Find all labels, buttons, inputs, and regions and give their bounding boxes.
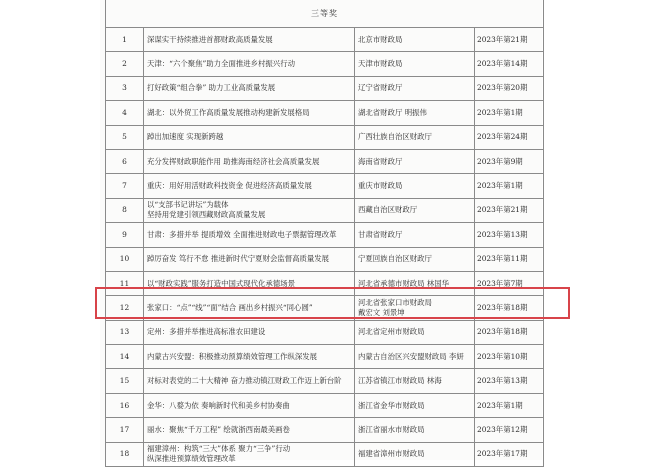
author-unit-cell (355, 271, 475, 295)
row-number: 6 (106, 149, 144, 173)
author-unit-line: 北京市财政局 (358, 34, 403, 44)
issue-number: 2023年第1期 (475, 101, 544, 125)
article-title-cell (144, 296, 355, 320)
article-title-cell (144, 369, 355, 393)
author-unit-line: 甘肃省财政厅 (358, 229, 403, 239)
table-row (106, 296, 544, 320)
author-unit-line: 河北省定州市财政局 (358, 327, 425, 337)
row-number: 11 (106, 271, 144, 295)
table-row (106, 271, 544, 295)
article-title-cell (144, 125, 355, 149)
article-title-cell (144, 52, 355, 76)
row-number: 8 (106, 198, 144, 222)
author-unit-line: 海南省财政厅 (358, 156, 403, 166)
table-row (106, 76, 544, 100)
author-unit-cell (355, 345, 475, 369)
author-unit-line: 戴宏文 刘景坤 (358, 307, 405, 317)
issue-number: 2023年第13期 (475, 369, 544, 393)
table-row (106, 393, 544, 417)
issue-number: 2023年第14期 (475, 52, 544, 76)
author-unit-cell (355, 393, 475, 417)
article-title-line: 踔出加速度 实现新跨越 (147, 132, 224, 142)
author-unit-cell (355, 247, 475, 271)
author-unit-line: 福建省漳州市财政局 (358, 449, 425, 459)
issue-number: 2023年第1期 (475, 174, 544, 198)
article-title-cell (144, 442, 355, 466)
article-title-cell (144, 320, 355, 344)
author-unit-line: 广西壮族自治区财政厅 (358, 132, 432, 142)
table-row (106, 345, 544, 369)
row-number: 12 (106, 296, 144, 320)
issue-number: 2023年第13期 (475, 223, 544, 247)
article-title-line: 坚持用党建引领西藏财政高质量发展 (147, 210, 266, 220)
table-row (106, 174, 544, 198)
article-title-line: 深谋实干持续推进首都财政高质量发展 (147, 34, 273, 44)
article-title-line: 充分发挥财政职能作用 助推海南经济社会高质量发展 (147, 156, 320, 166)
issue-number: 2023年第18期 (475, 320, 544, 344)
table-row (106, 149, 544, 173)
author-unit-line: 辽宁省财政厅 (358, 83, 403, 93)
article-title-line: 丽水：聚焦“千万工程” 绘就浙西南最美画卷 (147, 424, 290, 434)
row-number: 9 (106, 223, 144, 247)
row-number: 3 (106, 76, 144, 100)
article-title-line: 甘肃：多措并举 提质增效 全面推进财政电子票据管理改革 (147, 229, 337, 239)
issue-number: 2023年第7期 (475, 271, 544, 295)
article-title-line: 福建漳州：构筑“三大”体系 聚力“三争”行动 (147, 444, 291, 454)
section-title: 三等奖 (106, 0, 544, 28)
author-unit-cell (355, 198, 475, 222)
article-title-line: 张家口：“点”“线”“面”结合 画出乡村振兴“同心圆” (147, 302, 313, 312)
author-unit-cell (355, 442, 475, 466)
article-title-cell (144, 271, 355, 295)
article-title-line: 以“支部书记讲坛”为载体 (147, 200, 229, 210)
row-number: 16 (106, 393, 144, 417)
author-unit-line: 江苏省镇江市财政局 林海 (358, 376, 442, 386)
issue-number: 2023年第21期 (475, 28, 544, 52)
row-number: 10 (106, 247, 144, 271)
article-title-line: 重庆：用好用活财政科技资金 促进经济高质量发展 (147, 181, 312, 191)
table-row (106, 52, 544, 76)
article-title-cell (144, 28, 355, 52)
row-number: 15 (106, 369, 144, 393)
issue-number: 2023年第12期 (475, 418, 544, 442)
table-row (106, 223, 544, 247)
article-title-cell (144, 198, 355, 222)
article-title-line: 对标对表党的二十大精神 奋力推动镇江财政工作迈上新台阶 (147, 376, 342, 386)
author-unit-line: 湖北省财政厅 明振伟 (358, 107, 427, 117)
author-unit-cell (355, 369, 475, 393)
author-unit-cell (355, 28, 475, 52)
author-unit-cell (355, 101, 475, 125)
article-title-line: 打好政策“组合拳” 助力工业高质量发展 (147, 83, 276, 93)
article-title-cell (144, 101, 355, 125)
table-row (106, 198, 544, 222)
article-title-line: 金华：八婺为依 奏响新时代和美乡村协奏曲 (147, 400, 290, 410)
author-unit-line: 浙江省金华市财政局 (358, 400, 425, 410)
article-title-line: 以“财政实践”服务打造中国式现代化承德场景 (147, 278, 295, 288)
issue-number: 2023年第20期 (475, 76, 544, 100)
table-row (106, 442, 544, 466)
author-unit-line: 西藏自治区财政厅 (358, 205, 418, 215)
row-number: 14 (106, 345, 144, 369)
issue-number: 2023年第10期 (475, 345, 544, 369)
author-unit-line: 浙江省丽水市财政局 (358, 424, 425, 434)
issue-number: 2023年第9期 (475, 149, 544, 173)
article-title-cell (144, 76, 355, 100)
author-unit-line: 河北省张家口市财政局 (358, 297, 432, 307)
row-number: 5 (106, 125, 144, 149)
article-title-line: 天津：“六个聚焦”助力全面推进乡村振兴行动 (147, 59, 295, 69)
table-row (106, 125, 544, 149)
author-unit-cell (355, 320, 475, 344)
author-unit-line: 内蒙古自治区兴安盟财政局 李妍 (358, 351, 464, 361)
article-title-line: 内蒙古兴安盟：积极推动预算绩效管理工作纵深发展 (147, 351, 317, 361)
row-number: 4 (106, 101, 144, 125)
author-unit-cell (355, 125, 475, 149)
issue-number: 2023年第11期 (475, 247, 544, 271)
table-row (106, 247, 544, 271)
table-row (106, 28, 544, 52)
author-unit-line: 河北省承德市财政局 林国华 (358, 278, 450, 288)
article-title-cell (144, 393, 355, 417)
table-row (106, 418, 544, 442)
article-title-cell (144, 418, 355, 442)
author-unit-line: 宁夏回族自治区财政厅 (358, 254, 432, 264)
article-title-cell (144, 223, 355, 247)
row-number: 2 (106, 52, 144, 76)
article-title-cell (144, 174, 355, 198)
row-number: 7 (106, 174, 144, 198)
issue-number: 2023年第18期 (475, 296, 544, 320)
article-title-line: 定州：多措并举推进高标准农田建设 (147, 327, 266, 337)
issue-number: 2023年第21期 (475, 198, 544, 222)
author-unit-cell (355, 149, 475, 173)
article-title-cell (144, 247, 355, 271)
row-number: 17 (106, 418, 144, 442)
article-title-line: 湖北：以外贸工作高质量发展推动构建新发展格局 (147, 107, 310, 117)
row-number: 13 (106, 320, 144, 344)
table-row (106, 101, 544, 125)
issue-number: 2023年第17期 (475, 442, 544, 466)
table-row (106, 320, 544, 344)
article-title-line: 踔厉奋发 笃行不怠 推进新时代宁夏财会监督高质量发展 (147, 254, 330, 264)
issue-number: 2023年第24期 (475, 125, 544, 149)
row-number: 1 (106, 28, 144, 52)
author-unit-cell (355, 52, 475, 76)
article-title-cell (144, 345, 355, 369)
section-header-row (106, 0, 544, 28)
row-number: 18 (106, 442, 144, 466)
author-unit-cell (355, 76, 475, 100)
author-unit-line: 天津市财政局 (358, 59, 403, 69)
issue-number: 2023年第1期 (475, 393, 544, 417)
author-unit-line: 重庆市财政局 (358, 181, 403, 191)
author-unit-cell (355, 418, 475, 442)
article-title-line: 纵深推进预算绩效管理改革 (147, 454, 236, 464)
awards-table (105, 0, 544, 467)
author-unit-cell (355, 223, 475, 247)
table-row (106, 369, 544, 393)
author-unit-cell (355, 174, 475, 198)
author-unit-cell (355, 296, 475, 320)
article-title-cell (144, 149, 355, 173)
